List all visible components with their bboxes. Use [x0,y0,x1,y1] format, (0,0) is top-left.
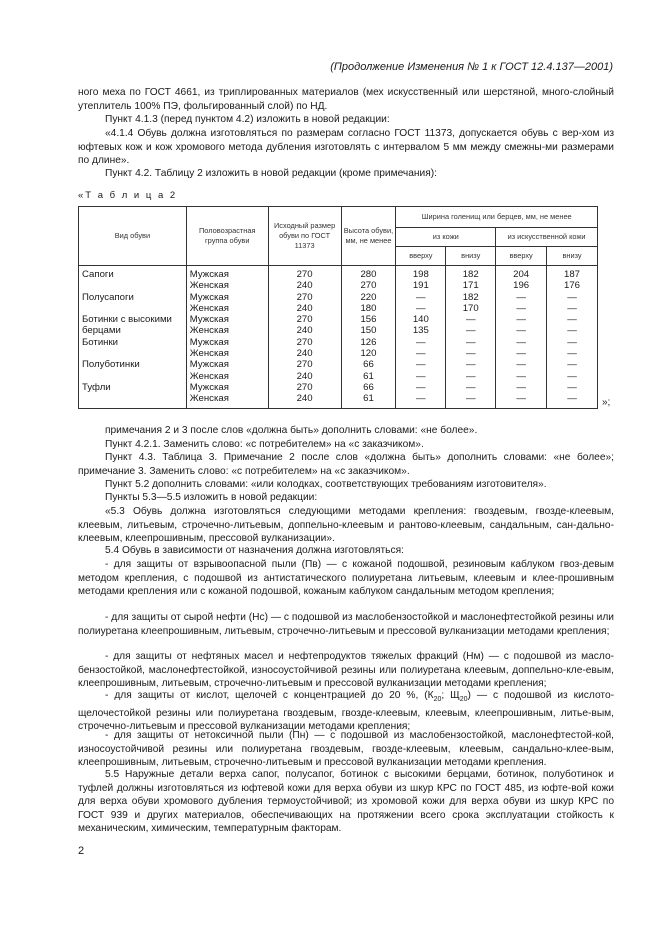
table-cell: 270 [268,266,341,281]
table-cell: 240 [268,325,341,336]
table-cell: Женская [186,303,268,314]
table-cell: — [446,314,496,325]
paragraph-5-2: Пункт 5.2 дополнить словами: «или колодках, соответствующих требованиям изготовителя». [105,479,547,490]
table-cell: — [547,371,598,382]
table-row [79,314,598,325]
table-cell: — [496,382,547,393]
table-cell: 171 [446,280,496,291]
paragraph-5-3: «5.3 Обувь должна изготовляться следующими методами крепления: гвоздевым, гвозде-клеевым, клеевым, литьевым, строчечно-литьевым, доппельно-клеевым и рантово-клеевым, сандальным, сан-дально-клеевым, клеепрошивным, прессовой вулканизации». [78,506,614,544]
header-artificial-bottom: внизу [547,247,598,266]
table-row [79,393,598,408]
table-cell: — [496,393,547,408]
table-cell: 270 [268,314,341,325]
paragraph-4-1-3: Пункт 4.1.3 (перед пунктом 4.2) изложить в новой редакции: [105,114,390,125]
table-cell: — [496,325,547,336]
table-cell: — [496,314,547,325]
table-cell: 196 [496,280,547,291]
table-cell: — [496,303,547,314]
table-cell: — [547,303,598,314]
paragraph-5-5: 5.5 Наружные детали верха сапог, полусапог, ботинок с высокими берцами, ботинок, полуботинок и туфлей должны изготовляться из юфтевой кожи для верха обуви из шкур КРС по ГОСТ 485, из юфте-вой кожи для верха обуви хромового дубления термоустойчивой; из хромовой кожи для верха обуви из шкур КРС по ГОСТ 939 и других материалов, обеспечивающих на протяжении всего срока эксплуатации стойкость к механическим, химическим, температурным факторам. [78,769,614,834]
table-row [79,371,598,382]
table-cell: — [496,292,547,303]
table-cell: Полусапоги [79,292,187,303]
table-cell: 191 [396,280,446,291]
table-cell: Сапоги [79,266,187,281]
table-cell: Женская [186,371,268,382]
table-cell: 270 [268,292,341,303]
paragraph-4-2-1: Пункт 4.2.1. Заменить слово: «с потребителем» на «с заказчиком». [105,439,424,450]
table-cell: Мужская [186,337,268,348]
table-cell: 66 [341,359,396,370]
table-cell: — [496,359,547,370]
table-cell: Мужская [186,382,268,393]
table-row [79,382,598,393]
table-cell [79,303,187,314]
table-cell: 220 [341,292,396,303]
table-cell: — [547,314,598,325]
header-artificial-leather: из искусственной кожи [496,228,598,247]
table-cell: — [396,393,446,408]
paragraph-nm: - для защиты от нефтяных масел и нефтепродуктов тяжелых фракций (Нм) — с подошвой из масло-бензостойкой, маслонефтестойкой, износоустойчивой резины или полиуретана клеевым, доппельно-кле-евым, клеепрошивным, литьевым, строчечно-литьевым и прессовой вулканизации методами крепления; [78,651,614,689]
table-cell: Женская [186,280,268,291]
table-cell: 280 [341,266,396,281]
paragraph-4-2: Пункт 4.2. Таблицу 2 изложить в новой редакции (кроме примечания): [105,168,437,179]
table-cell: — [547,325,598,336]
table-cell: — [396,303,446,314]
table-cell: — [547,393,598,408]
table-cell: 170 [446,303,496,314]
paragraph-ns: - для защиты от сырой нефти (Нс) — с подошвой из маслобензостойкой и маслонефтестойкой резины или полиуретана клеепрошивным, литьевым, строчечно-литьевым и прессовой вулканизации методами крепления; [78,612,614,637]
table-cell: 240 [268,348,341,359]
table-cell [79,348,187,359]
table-cell: 204 [496,266,547,281]
table-cell: — [396,348,446,359]
table-cell: 156 [341,314,396,325]
table-cell: 120 [341,348,396,359]
paragraph-pv: - для защиты от взрывоопасной пыли (Пв) — с кожаной подошвой, резиновым каблуком гвоз-девым методом крепления, с подошвой из антистатического полиуретана литьевым, клеевым и клее-прошивным методами крепления или с кожаной подошвой, кожаным каблуком сандальным методом крепления; [78,559,614,597]
table-row [79,292,598,303]
table-row [79,348,598,359]
table-cell: 240 [268,303,341,314]
table-cell: Полуботинки [79,359,187,370]
table-cell: 66 [341,382,396,393]
table-cell: — [446,348,496,359]
page-number: 2 [78,845,85,857]
table-cell: — [396,371,446,382]
table-cell: — [396,359,446,370]
table-cell: 198 [396,266,446,281]
table-cell: — [547,359,598,370]
table-cell: — [547,382,598,393]
table-cell: Женская [186,393,268,408]
table-caption: «Т а б л и ц а 2 [78,190,178,201]
shoe-size-table [78,206,598,409]
table-cell: берцами [79,325,187,336]
page-header: (Продолжение Изменения № 1 к ГОСТ 12.4.137—2001) [330,61,613,73]
header-leather: из кожи [396,228,496,247]
table-end-mark: »; [602,397,611,408]
table-cell: Женская [186,348,268,359]
table-cell: 135 [396,325,446,336]
table-cell: — [446,325,496,336]
paragraph-5-3-5-5: Пункты 5.3—5.5 изложить в новой редакции: [105,492,318,503]
table-cell: — [446,393,496,408]
table-row [79,280,598,291]
table-row [79,303,598,314]
paragraph-4-1-4: «4.1.4 Обувь должна изготовляться по размерам согласно ГОСТ 11373, допускается обувь с вер-хом из юфтевых кож и кож хромового метода дубления изготовлять с интервалом 5 мм между смежны-ми размерами по длине». [78,128,614,166]
table-row [79,325,598,336]
header-shaft-width: Ширина голенищ или берцев, мм, не менее [396,207,598,228]
table-cell: — [496,371,547,382]
table-row [79,337,598,348]
header-leather-bottom: внизу [446,247,496,266]
table-cell: — [446,382,496,393]
table-cell [79,371,187,382]
table-cell [79,280,187,291]
table-cell: 182 [446,266,496,281]
table-cell: Ботинки с высокими [79,314,187,325]
header-base-size: Исходный размер обуви по ГОСТ 11373 [268,207,341,266]
paragraph-pn: - для защиты от нетоксичной пыли (Пн) — с подошвой из маслобензостойкой, маслонефтестой-кой, износоустойчивой резины или полиуретана гвоздевым, гвозде-клеевым, клеевым, сандально-клее-вым, клеепрошивным, литьевым, строчечно-литьевым и прессовой вулканизации методами крепления. [78,730,614,768]
table-cell: 187 [547,266,598,281]
table-cell: Мужская [186,359,268,370]
header-shoe-type: Вид обуви [79,207,187,266]
table-cell: Ботинки [79,337,187,348]
paragraph-notes: примечания 2 и 3 после слов «должна быть» дополнить словами: «не более». [105,425,478,436]
table-row [79,359,598,370]
table-cell: — [547,348,598,359]
table-cell: 240 [268,280,341,291]
table-row [79,266,598,281]
paragraph-5-4: 5.4 Обувь в зависимости от назначения должна изготовляться: [105,545,404,556]
table-cell: 140 [396,314,446,325]
table-cell: 176 [547,280,598,291]
paragraph-4-3: Пункт 4.3. Таблица 3. Примечание 2 после слов «должна быть» дополнить словами: «не более»; примечание 3. Заменить слово: «с потребителем» на «с заказчиком». [78,452,614,477]
table-cell: 240 [268,371,341,382]
table-cell: — [396,382,446,393]
table-cell: — [496,348,547,359]
table-cell: 270 [341,280,396,291]
table-cell: 126 [341,337,396,348]
table-cell: Женская [186,325,268,336]
table-cell: — [496,337,547,348]
paragraph-fur: ного меха по ГОСТ 4661, из триплированных материалов (мех искусственный или шерстяной, много-слойный утеплитель 100% ПЭ, фольгированный слой) по НД. [78,87,614,112]
table-cell: 61 [341,393,396,408]
table-cell: 270 [268,382,341,393]
table-cell: 61 [341,371,396,382]
table-cell: — [396,337,446,348]
table-cell: 182 [446,292,496,303]
table-cell: 150 [341,325,396,336]
table-cell: — [547,292,598,303]
header-height: Высота обуви, мм, не менее [341,207,396,266]
table-cell: 240 [268,393,341,408]
table-cell: Мужская [186,266,268,281]
table-cell: 270 [268,359,341,370]
table-cell: — [446,359,496,370]
table-cell: — [396,292,446,303]
table-cell: — [446,337,496,348]
table-cell [79,393,187,408]
header-leather-top: вверху [396,247,446,266]
table-cell: — [547,337,598,348]
table-cell: Туфли [79,382,187,393]
paragraph-acid: - для защиты от кислот, щелочей с концентрацией до 20 %, ($К_{20}$; $Щ_{20}$) — с подошвой из кислото-щелочестойкой резины или полиуретана гвоздевым, гвозде-клеевым, клеевым, клеепрошивным, литье-вым, строчечно-литьевым и прессовой вулканизации методами крепления; [78,690,615,733]
table-cell: Мужская [186,292,268,303]
table-cell: — [446,371,496,382]
header-age-group: Половозрастная группа обуви [186,207,268,266]
table-cell: Мужская [186,314,268,325]
table-cell: 180 [341,303,396,314]
header-artificial-top: вверху [496,247,547,266]
table-cell: 270 [268,337,341,348]
